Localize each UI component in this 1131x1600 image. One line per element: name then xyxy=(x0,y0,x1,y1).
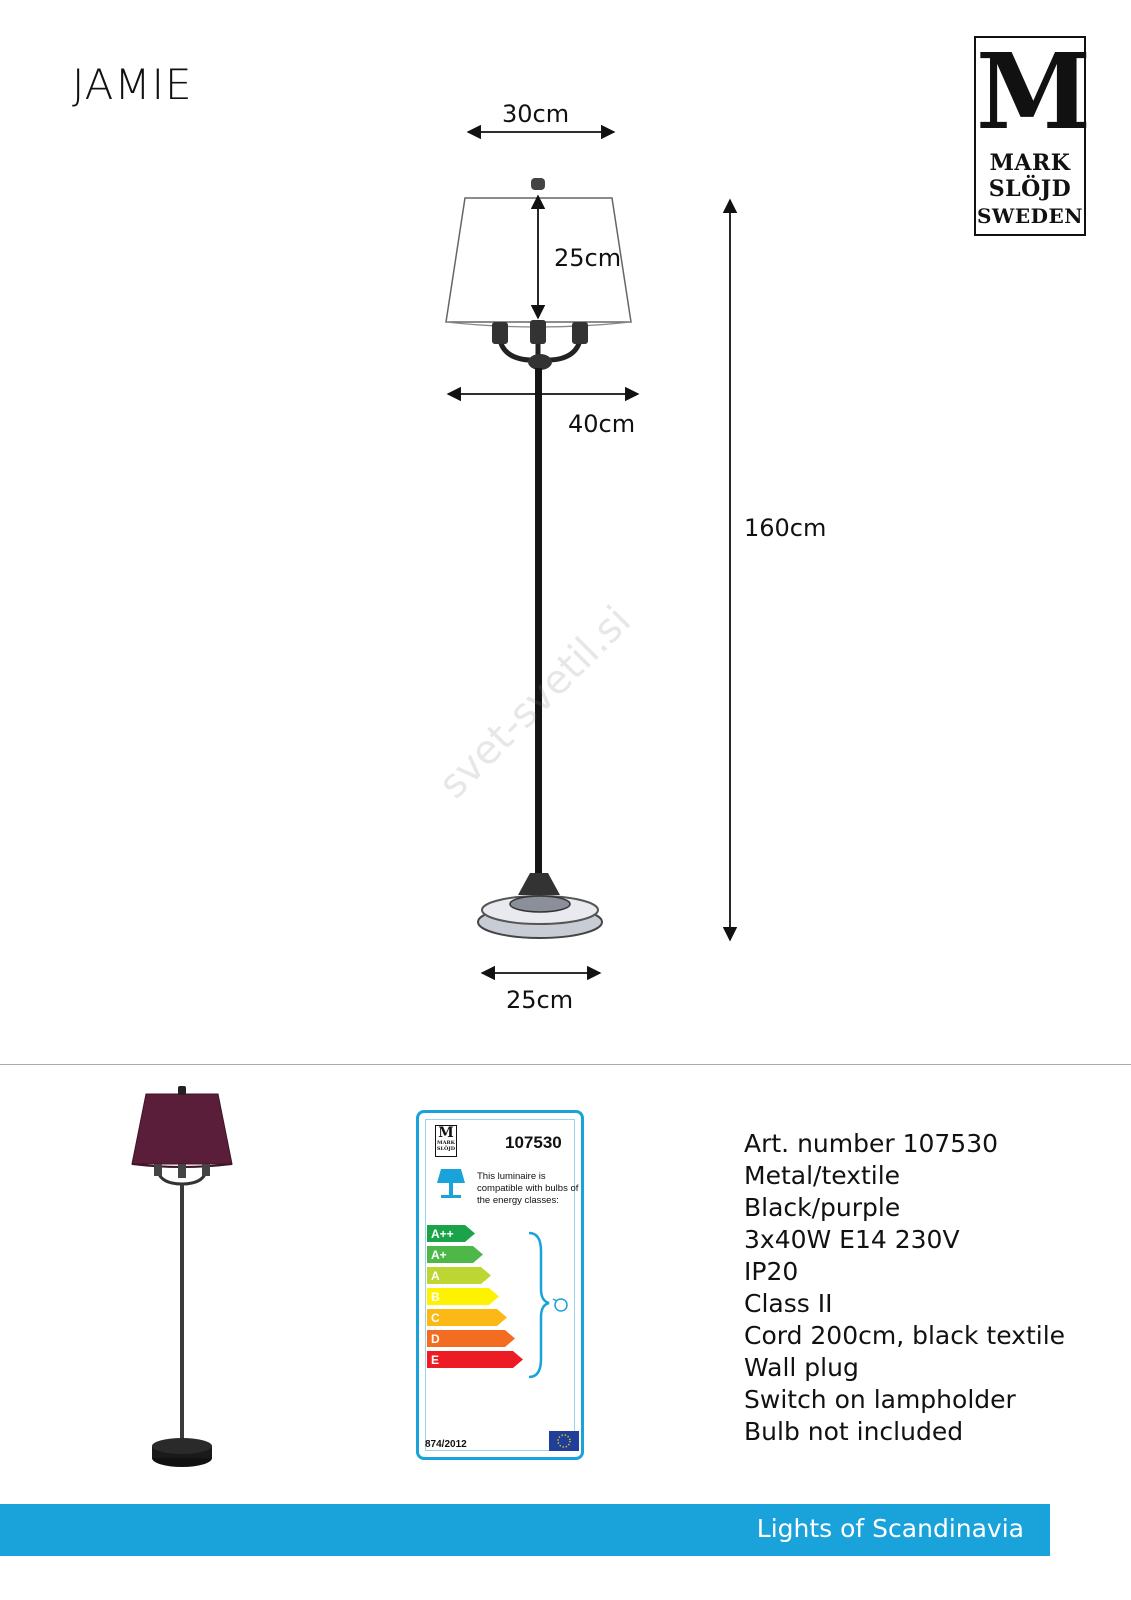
energy-class-aplus xyxy=(427,1246,483,1263)
spec-bulb: Bulb not included xyxy=(744,1417,964,1446)
energy-class-a xyxy=(427,1267,491,1284)
energy-label-logo xyxy=(435,1125,457,1157)
energy-class-label: A+ xyxy=(431,1248,447,1262)
energy-class-c xyxy=(427,1309,507,1326)
watermark: svet-svetil.si xyxy=(430,597,640,808)
dim-shade-top-width: 30cm xyxy=(502,100,570,128)
energy-class-label: E xyxy=(431,1353,440,1367)
energy-label-logo-slojd: SLÖJD xyxy=(436,1146,456,1152)
spec-cord: Cord 200cm, black textile xyxy=(744,1321,1066,1350)
logo-line-1: MARK xyxy=(989,150,1071,176)
product-title: JAMIE xyxy=(72,60,193,109)
energy-class-label: A xyxy=(431,1269,440,1283)
dim-arm-width: 40cm xyxy=(568,410,636,438)
spec-list xyxy=(744,1128,1065,1448)
logo-line-2: SLÖJD xyxy=(988,176,1072,202)
section-divider xyxy=(0,1064,1131,1065)
logo-line-3: SWEDEN xyxy=(976,204,1084,228)
footer-tagline: Lights of Scandinavia xyxy=(756,1514,1024,1543)
energy-class-aplusplus xyxy=(427,1225,475,1242)
product-photo xyxy=(120,1080,250,1490)
lamp-base xyxy=(478,896,602,938)
energy-class-d xyxy=(427,1330,515,1347)
dim-shade-height: 25cm xyxy=(554,244,622,272)
energy-label-regulation: 874/2012 xyxy=(425,1439,467,1450)
spec-ip: IP20 xyxy=(744,1257,799,1286)
eu-flag-icon xyxy=(549,1431,579,1451)
energy-label-text: This luminaire is compatible with bulbs of the energy classes: xyxy=(477,1171,579,1206)
lamp-stem xyxy=(535,368,542,873)
energy-class-label: B xyxy=(431,1290,440,1304)
spec-article: Art. number 107530 xyxy=(744,1129,999,1158)
bulb-bracket-icon xyxy=(527,1231,573,1381)
lamp-icon xyxy=(431,1163,473,1203)
spec-color: Black/purple xyxy=(744,1193,901,1222)
energy-label-logo-letter: M xyxy=(438,1125,454,1141)
dim-base-width: 25cm xyxy=(506,986,574,1014)
spec-material: Metal/textile xyxy=(744,1161,901,1190)
energy-label-article: 107530 xyxy=(505,1133,562,1152)
energy-class-label: A++ xyxy=(431,1227,454,1241)
spec-power: 3x40W E14 230V xyxy=(744,1225,960,1254)
spec-switch: Switch on lampholder xyxy=(744,1385,1016,1414)
energy-label-logo-mark: MARK xyxy=(437,1140,455,1146)
energy-class-e xyxy=(427,1351,523,1368)
spec-class: Class II xyxy=(744,1289,833,1318)
lamp-stem-foot xyxy=(518,873,560,895)
logo-letter: M xyxy=(976,30,1092,153)
energy-label xyxy=(416,1110,584,1460)
energy-class-b xyxy=(427,1288,499,1305)
energy-class-label: C xyxy=(431,1311,440,1325)
energy-class-label: D xyxy=(431,1332,440,1346)
footer-bar xyxy=(0,1504,1050,1556)
spec-plug: Wall plug xyxy=(744,1353,859,1382)
dim-total-height: 160cm xyxy=(744,514,827,542)
